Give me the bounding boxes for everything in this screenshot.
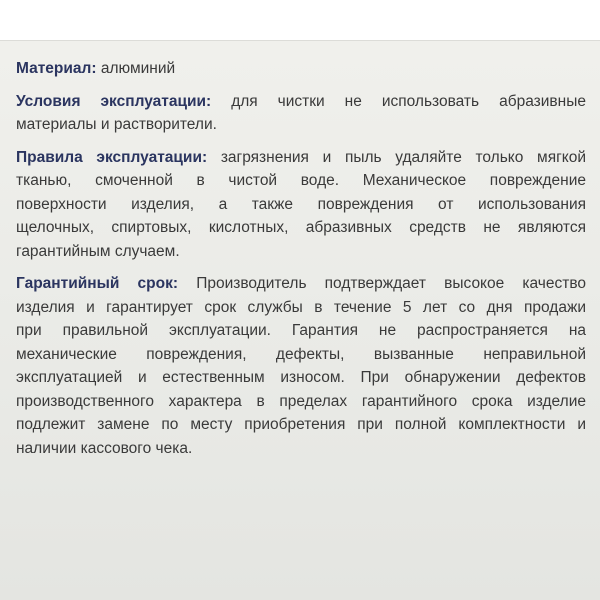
usage-rules-text-1: загрязнения и пыль удаляйте только мягкой: [220, 148, 586, 166]
usage-conditions-label: Условия эксплуатации:: [16, 92, 212, 110]
product-description: [16, 57, 586, 468]
warranty-text-1: Производитель подтверждает высокое качество: [196, 275, 587, 292]
material-value: алюминий: [100, 60, 176, 77]
material-paragraph: [16, 57, 586, 81]
usage-conditions-line-1: [16, 90, 586, 114]
usage-rules-line-5: гарантийным случаем.: [16, 242, 180, 260]
warranty-paragraph: [16, 272, 586, 460]
usage-conditions-paragraph: [16, 90, 586, 137]
warranty-line-3: при правильной эксплуатации. Гарантия не распространяется на: [16, 322, 586, 339]
warranty-line-7: подлежит замене по месту приобретения при полной комплектности и: [16, 416, 586, 433]
warranty-line-2: изделия и гарантирует срок службы в течение 5 лет со дня продажи: [16, 298, 586, 316]
usage-rules-line-2: тканью, смоченной в чистой воде. Механическое повреждение: [16, 172, 586, 189]
material-line: [16, 57, 586, 81]
usage-conditions-line-2: материалы и растворители.: [16, 116, 217, 133]
usage-rules-label: Правила эксплуатации:: [16, 148, 208, 166]
warranty-label: Гарантийный срок:: [16, 275, 179, 292]
warranty-line-5: эксплуатацией и естественным износом. При обнаружении дефектов: [16, 369, 586, 386]
usage-rules-line-4: щелочных, спиртовых, кислотных, абразивных средств не являются: [16, 219, 586, 236]
usage-rules-paragraph: [16, 146, 586, 264]
usage-rules-line-1: [16, 146, 586, 170]
usage-rules-line-3: поверхности изделия, а также повреждения от использования: [16, 195, 586, 213]
warranty-line-6: производственного характера в пределах гарантийного срока изделие: [16, 392, 586, 410]
warranty-line-8: наличии кассового чека.: [16, 439, 193, 457]
warranty-line-1: [16, 272, 586, 296]
warranty-line-4: механические повреждения, дефекты, вызванные неправильной: [16, 345, 586, 363]
usage-conditions-text-1: для чистки не использовать абразивные: [231, 92, 586, 110]
material-label: Материал:: [16, 60, 97, 77]
